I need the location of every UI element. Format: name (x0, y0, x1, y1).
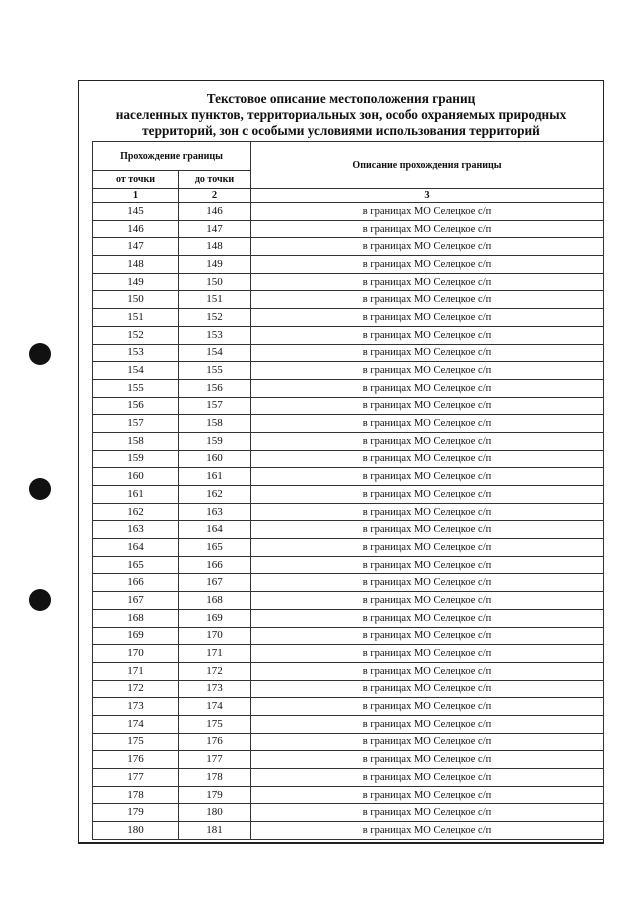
cell-to-point: 164 (179, 521, 251, 539)
table-row (93, 220, 604, 238)
table-row (93, 804, 604, 822)
table-row (93, 769, 604, 787)
cell-from-point: 155 (93, 379, 179, 397)
cell-to-point: 151 (179, 291, 251, 309)
table-row (93, 203, 604, 221)
cell-to-point: 147 (179, 220, 251, 238)
punch-hole (29, 478, 51, 500)
cell-description: в границах МО Селецкое с/п (251, 326, 604, 344)
cell-description: в границах МО Селецкое с/п (251, 521, 604, 539)
cell-to-point: 166 (179, 556, 251, 574)
cell-to-point: 173 (179, 680, 251, 698)
cell-from-point: 150 (93, 291, 179, 309)
header-boundary: Прохождение границы (93, 142, 251, 171)
table-row (93, 556, 604, 574)
cell-from-point: 148 (93, 256, 179, 274)
cell-from-point: 180 (93, 822, 179, 840)
table-row (93, 645, 604, 663)
cell-from-point: 154 (93, 362, 179, 380)
table-row (93, 698, 604, 716)
table-row (93, 733, 604, 751)
cell-to-point: 154 (179, 344, 251, 362)
cell-description: в границах МО Селецкое с/п (251, 804, 604, 822)
cell-from-point: 169 (93, 627, 179, 645)
cell-to-point: 152 (179, 309, 251, 327)
cell-from-point: 161 (93, 486, 179, 504)
table-row (93, 344, 604, 362)
header-col-2: 2 (179, 189, 251, 203)
cell-description: в границах МО Селецкое с/п (251, 503, 604, 521)
cell-description: в границах МО Селецкое с/п (251, 344, 604, 362)
punch-hole (29, 589, 51, 611)
cell-from-point: 149 (93, 273, 179, 291)
cell-from-point: 163 (93, 521, 179, 539)
cell-description: в границах МО Селецкое с/п (251, 751, 604, 769)
cell-description: в границах МО Селецкое с/п (251, 769, 604, 787)
table-row (93, 680, 604, 698)
cell-to-point: 180 (179, 804, 251, 822)
cell-from-point: 162 (93, 503, 179, 521)
table-row (93, 468, 604, 486)
table-row (93, 291, 604, 309)
cell-to-point: 156 (179, 379, 251, 397)
cell-description: в границах МО Селецкое с/п (251, 592, 604, 610)
cell-to-point: 159 (179, 432, 251, 450)
table-row (93, 256, 604, 274)
cell-from-point: 167 (93, 592, 179, 610)
cell-to-point: 169 (179, 609, 251, 627)
cell-to-point: 157 (179, 397, 251, 415)
table-row (93, 379, 604, 397)
header-col-3: 3 (251, 189, 604, 203)
cell-from-point: 172 (93, 680, 179, 698)
cell-description: в границах МО Селецкое с/п (251, 238, 604, 256)
header-from: от точки (93, 171, 179, 189)
table-row (93, 503, 604, 521)
cell-to-point: 163 (179, 503, 251, 521)
cell-from-point: 153 (93, 344, 179, 362)
table-row (93, 432, 604, 450)
punch-hole (29, 343, 51, 365)
cell-to-point: 155 (179, 362, 251, 380)
header-description: Описание прохождения границы (251, 142, 604, 189)
cell-from-point: 165 (93, 556, 179, 574)
cell-description: в границах МО Селецкое с/п (251, 397, 604, 415)
cell-description: в границах МО Селецкое с/п (251, 415, 604, 433)
table-row (93, 397, 604, 415)
cell-from-point: 168 (93, 609, 179, 627)
cell-description: в границах МО Селецкое с/п (251, 273, 604, 291)
cell-description: в границах МО Селецкое с/п (251, 539, 604, 557)
cell-to-point: 176 (179, 733, 251, 751)
cell-description: в границах МО Селецкое с/п (251, 556, 604, 574)
cell-description: в границах МО Селецкое с/п (251, 362, 604, 380)
table-row (93, 326, 604, 344)
cell-to-point: 168 (179, 592, 251, 610)
cell-from-point: 151 (93, 309, 179, 327)
cell-from-point: 170 (93, 645, 179, 663)
table-row (93, 786, 604, 804)
cell-description: в границах МО Селецкое с/п (251, 220, 604, 238)
cell-description: в границах МО Селецкое с/п (251, 450, 604, 468)
cell-from-point: 156 (93, 397, 179, 415)
cell-from-point: 178 (93, 786, 179, 804)
cell-description: в границах МО Селецкое с/п (251, 256, 604, 274)
table-row (93, 715, 604, 733)
cell-from-point: 147 (93, 238, 179, 256)
cell-to-point: 174 (179, 698, 251, 716)
cell-to-point: 181 (179, 822, 251, 840)
cell-description: в границах МО Селецкое с/п (251, 698, 604, 716)
cell-from-point: 179 (93, 804, 179, 822)
cell-from-point: 166 (93, 574, 179, 592)
cell-description: в границах МО Селецкое с/п (251, 822, 604, 840)
frame-bottom-line (78, 842, 604, 844)
cell-to-point: 175 (179, 715, 251, 733)
cell-description: в границах МО Селецкое с/п (251, 432, 604, 450)
table-row (93, 539, 604, 557)
cell-to-point: 170 (179, 627, 251, 645)
cell-description: в границах МО Селецкое с/п (251, 203, 604, 221)
table-row (93, 627, 604, 645)
table-row (93, 521, 604, 539)
table-row (93, 822, 604, 840)
cell-from-point: 171 (93, 662, 179, 680)
cell-to-point: 153 (179, 326, 251, 344)
cell-to-point: 165 (179, 539, 251, 557)
title-line-1: Текстовое описание местоположения границ (206, 91, 476, 106)
cell-from-point: 157 (93, 415, 179, 433)
table-row (93, 450, 604, 468)
cell-to-point: 149 (179, 256, 251, 274)
cell-to-point: 171 (179, 645, 251, 663)
title-line-3: территорий, зон с особыми условиями использования территорий (142, 123, 540, 138)
table-row (93, 273, 604, 291)
cell-description: в границах МО Селецкое с/п (251, 379, 604, 397)
table-row (93, 662, 604, 680)
cell-from-point: 152 (93, 326, 179, 344)
cell-to-point: 160 (179, 450, 251, 468)
cell-to-point: 167 (179, 574, 251, 592)
cell-to-point: 146 (179, 203, 251, 221)
table-row (93, 751, 604, 769)
cell-description: в границах МО Селецкое с/п (251, 733, 604, 751)
cell-from-point: 160 (93, 468, 179, 486)
cell-description: в границах МО Селецкое с/п (251, 645, 604, 663)
cell-to-point: 162 (179, 486, 251, 504)
cell-to-point: 177 (179, 751, 251, 769)
cell-description: в границах МО Селецкое с/п (251, 786, 604, 804)
cell-description: в границах МО Селецкое с/п (251, 309, 604, 327)
cell-description: в границах МО Селецкое с/п (251, 680, 604, 698)
table-row (93, 309, 604, 327)
cell-description: в границах МО Селецкое с/п (251, 715, 604, 733)
table-row (93, 486, 604, 504)
table-row (93, 415, 604, 433)
cell-from-point: 174 (93, 715, 179, 733)
table-row (93, 238, 604, 256)
cell-description: в границах МО Селецкое с/п (251, 662, 604, 680)
table-row (93, 574, 604, 592)
cell-from-point: 159 (93, 450, 179, 468)
cell-to-point: 161 (179, 468, 251, 486)
cell-to-point: 148 (179, 238, 251, 256)
header-col-1: 1 (93, 189, 179, 203)
table-row (93, 362, 604, 380)
cell-to-point: 172 (179, 662, 251, 680)
table-row (93, 609, 604, 627)
cell-from-point: 158 (93, 432, 179, 450)
boundary-table (92, 141, 604, 840)
cell-description: в границах МО Селецкое с/п (251, 486, 604, 504)
header-to: до точки (179, 171, 251, 189)
cell-description: в границах МО Селецкое с/п (251, 574, 604, 592)
cell-description: в границах МО Селецкое с/п (251, 468, 604, 486)
cell-to-point: 150 (179, 273, 251, 291)
cell-to-point: 158 (179, 415, 251, 433)
cell-from-point: 177 (93, 769, 179, 787)
cell-description: в границах МО Селецкое с/п (251, 609, 604, 627)
cell-from-point: 146 (93, 220, 179, 238)
cell-to-point: 179 (179, 786, 251, 804)
cell-description: в границах МО Селецкое с/п (251, 291, 604, 309)
cell-from-point: 173 (93, 698, 179, 716)
cell-from-point: 175 (93, 733, 179, 751)
cell-to-point: 178 (179, 769, 251, 787)
table-body (93, 203, 604, 840)
table-row (93, 592, 604, 610)
cell-from-point: 164 (93, 539, 179, 557)
cell-from-point: 145 (93, 203, 179, 221)
title-line-2: населенных пунктов, территориальных зон, особо охраняемых природных (115, 107, 567, 122)
cell-from-point: 176 (93, 751, 179, 769)
cell-description: в границах МО Селецкое с/п (251, 627, 604, 645)
